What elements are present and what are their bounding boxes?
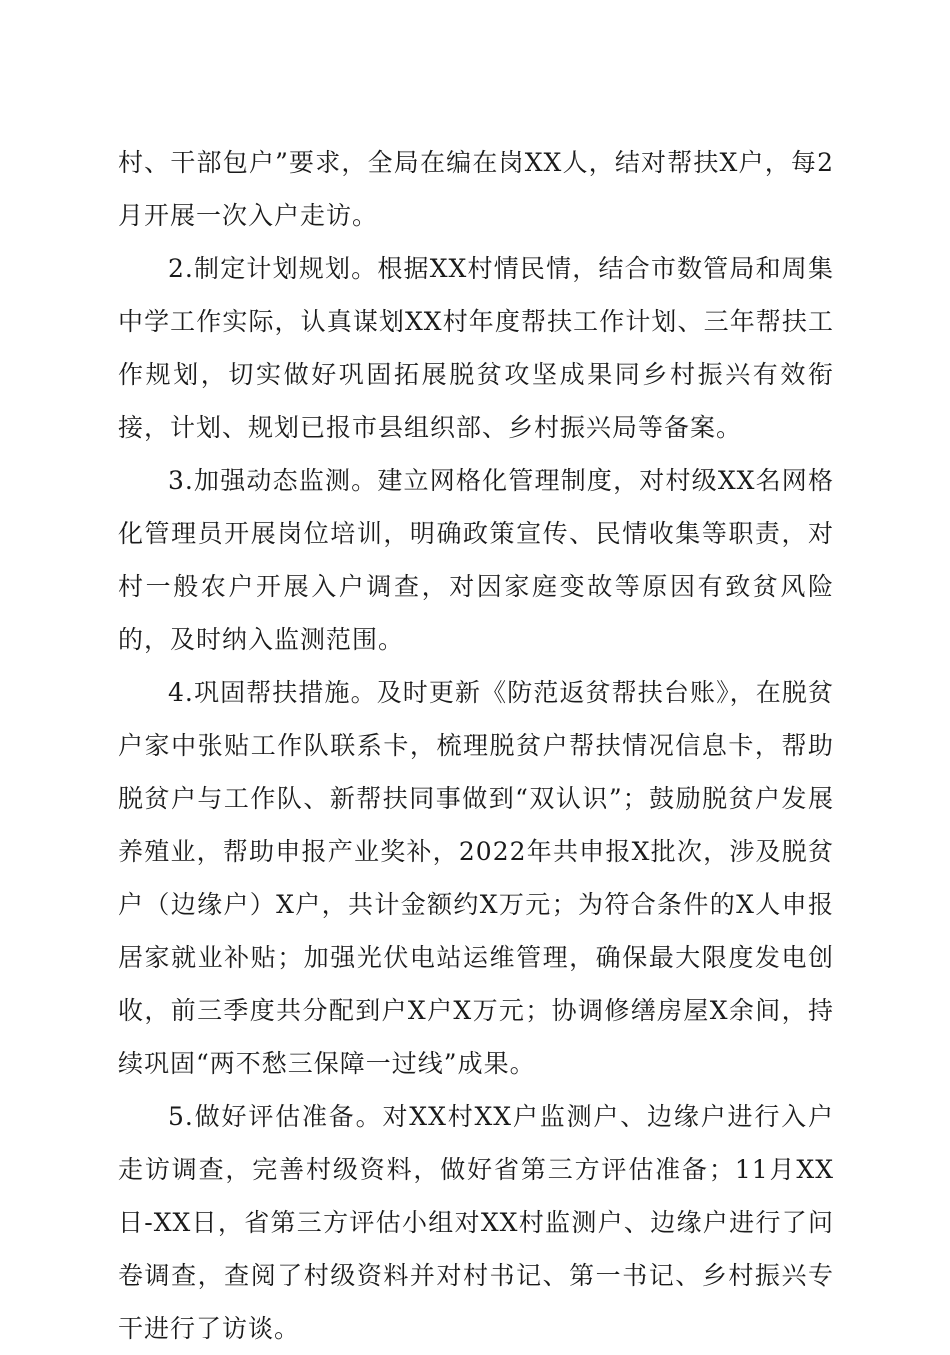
paragraph-continuation: 村、干部包户”要求，全局在编在岗XX人，结对帮扶X户，每2月开展一次入户走访。 (118, 148, 834, 230)
paragraph-measures: 4.巩固帮扶措施。及时更新《防范返贫帮扶台账》，在脱贫户家中张贴工作队联系卡，梳理脱贫户帮扶情况信息卡，帮助脱贫户与工作队、新帮扶同事做到“双认识”；鼓励脱贫户发展养殖业，帮助申报产业奖补，2022年共申报X批次，涉及脱贫户（边缘户）X户，共计金额约X万元；为符合条件的X人申报居家就业补贴；加强光伏电站运维管理，确保最大限度发电创收，前三季度共分配到户X户X万元；协调修缮房屋X余间，持续巩固“两不愁三保障一过线”成果。 (118, 678, 834, 1078)
paragraph-plan: 2.制定计划规划。根据XX村情民情，结合市数管局和周集中学工作实际，认真谋划XX村年度帮扶工作计划、三年帮扶工作规划，切实做好巩固拓展脱贫攻坚成果同乡村振兴有效衔接，计划、规划已报市县组织部、乡村振兴局等备案。 (118, 254, 834, 442)
document-body (118, 136, 834, 1355)
paragraph-monitoring: 3.加强动态监测。建立网格化管理制度，对村级XX名网格化管理员开展岗位培训，明确政策宣传、民情收集等职责，对村一般农户开展入户调查，对因家庭变故等原因有致贫风险的，及时纳入监测范围。 (118, 466, 834, 654)
paragraph-evaluation: 5.做好评估准备。对XX村XX户监测户、边缘户进行入户走访调查，完善村级资料，做好省第三方评估准备；11月XX日-XX日，省第三方评估小组对XX村监测户、边缘户进行了问卷调查，查阅了村级资料并对村书记、第一书记、乡村振兴专干进行了访谈。 (118, 1102, 834, 1343)
